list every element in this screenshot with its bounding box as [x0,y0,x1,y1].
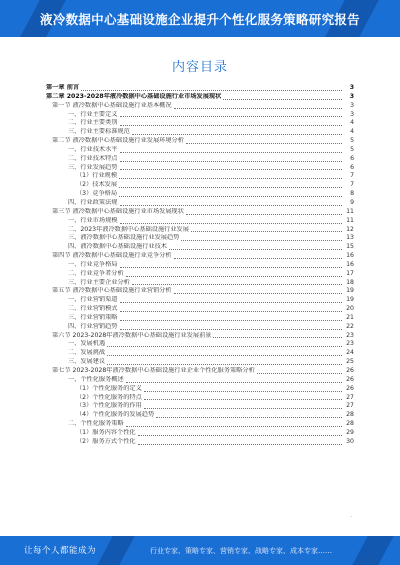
toc-entry[interactable] [46,102,354,111]
toc-entry-label: 二、个性化服务策略 [68,420,124,428]
toc-leader-dots [174,293,342,294]
toc-entry-label: 一、行业主要定义 [68,110,118,118]
toc-entry[interactable] [46,270,354,279]
toc-leader-dots [132,284,342,285]
toc-entry[interactable] [46,119,354,128]
toc-leader-dots [174,258,342,259]
toc-entry[interactable] [46,314,354,323]
toc-entry-label: （4）个性化服务的发展趋势 [76,411,155,419]
toc-entry-label: 一、行业技术水平 [68,145,118,153]
toc-entry[interactable] [46,84,354,93]
toc-entry[interactable] [46,402,354,411]
toc-entry-page: 20 [346,305,354,313]
toc-leader-dots [191,231,342,232]
toc-entry-page: 5 [350,145,354,153]
toc-leader-dots [107,346,342,347]
toc-entry-page: 25 [346,358,354,366]
toc-entry[interactable] [46,385,354,394]
toc-entry[interactable] [46,296,354,305]
toc-leader-dots [120,311,343,312]
toc-entry-page: 3 [349,92,354,100]
top-banner [0,0,400,37]
toc-entry[interactable] [46,429,354,438]
toc-entry-page: 28 [346,420,354,428]
toc-entry[interactable] [46,287,354,296]
toc-entry-page: 24 [346,349,354,357]
toc-leader-dots [138,444,342,445]
toc-entry-page: 29 [346,428,354,436]
toc-entry-page: 5 [350,137,354,145]
toc-entry-label: 二、行业营销模式 [68,305,118,313]
toc-leader-dots [223,99,342,100]
toc-entry[interactable] [46,199,354,208]
toc-entry[interactable] [46,305,354,314]
toc-entry-page: 21 [346,313,354,321]
toc-entry-label: 四、行业政策法规 [68,198,118,206]
toc-leader-dots [119,187,342,188]
toc-entry[interactable] [46,234,354,243]
toc-entry-label: 二、2023年液冷数据中心基础设施行业发展 [68,225,189,233]
toc-entry[interactable] [46,181,354,190]
toc-entry-page: 28 [346,411,354,419]
toc-entry[interactable] [46,420,354,429]
toc-entry-label: 第一节 液冷数据中心基础设施行业基本概况 [52,101,172,109]
toc-entry-page: 23 [346,331,354,339]
toc-leader-dots [186,214,342,215]
toc-entry-label: 第三节 液冷数据中心基础设施行业市场发展现状 [52,207,184,215]
toc-entry-label: 第六节 2023-2028年液冷数据中心基础设施行业发展前景 [52,331,212,339]
toc-entry-label: （3）个性化服务的作用 [76,402,142,410]
toc-leader-dots [120,161,343,162]
toc-entry[interactable] [46,172,354,181]
table-of-contents [46,84,354,447]
toc-leader-dots [144,391,342,392]
toc-leader-dots [120,267,343,268]
toc-entry-page: 12 [346,225,354,233]
toc-entry-label: （2）技术发展 [76,181,118,189]
toc-entry[interactable] [46,279,354,288]
toc-entry[interactable] [46,349,354,358]
toc-entry[interactable] [46,93,354,102]
toc-entry[interactable] [46,261,354,270]
toc-entry-page: 30 [346,437,354,445]
toc-entry-label: （1）行业规模 [76,172,118,180]
toc-leader-dots [120,169,343,170]
toc-leader-dots [144,399,342,400]
toc-entry[interactable] [46,376,354,385]
toc-leader-dots [257,373,342,374]
toc-leader-dots [156,417,342,418]
toc-leader-dots [126,426,342,427]
toc-entry-label: 三、行业发展趋势 [68,163,118,171]
toc-entry-page: 19 [346,287,354,295]
toc-leader-dots [174,108,342,109]
toc-entry-label: 第二章 2023-2028年液冷数据中心基础设施行业市场发展现状 [46,92,222,100]
toc-leader-dots [120,152,343,153]
toc-leader-dots [126,276,342,277]
toc-entry[interactable] [46,164,354,173]
toc-entry[interactable] [46,243,354,252]
toc-entry[interactable] [46,358,354,367]
toc-entry[interactable] [46,137,354,146]
toc-entry-page: 23 [346,340,354,348]
toc-entry-label: 四、液冷数据中心基础设施行业技术 [68,243,167,251]
toc-entry-page: 11 [346,207,354,215]
toc-entry-page: 7 [350,181,354,189]
toc-entry[interactable] [46,367,354,376]
toc-leader-dots [81,90,342,91]
toc-entry-page: 26 [346,384,354,392]
page-corner-mark: · [350,514,352,520]
toc-leader-dots [181,240,342,241]
toc-leader-dots [144,408,342,409]
toc-entry-page: 4 [350,119,354,127]
toc-entry[interactable] [46,146,354,155]
toc-entry[interactable] [46,190,354,199]
toc-entry[interactable] [46,411,354,420]
toc-leader-dots [120,302,343,303]
toc-entry[interactable] [46,128,354,137]
toc-entry[interactable] [46,217,354,226]
toc-entry-label: 第四节 液冷数据中心基础设施行业竞争分析 [52,252,172,260]
toc-entry-page: 4 [350,128,354,136]
toc-entry-page: 27 [346,402,354,410]
toc-entry-label: 第五节 液冷数据中心基础设施行业营销分析 [52,287,172,295]
toc-entry-label: （2）服务方式个性化 [76,437,136,445]
toc-entry-page: 15 [346,243,354,251]
toc-leader-dots [119,178,342,179]
footer-slogan: 让每个人都能成为 [24,546,97,556]
toc-entry-label: 三、行业主要标准规范 [68,128,130,136]
toc-entry-label: 三、行业营销策略 [68,313,118,321]
toc-entry-label: （1）服务内容个性化 [76,428,136,436]
toc-entry[interactable] [46,252,354,261]
toc-entry-label: （2）个性化服务的特点 [76,393,142,401]
toc-leader-dots [213,337,342,338]
toc-entry-label: 一、发展机遇 [68,340,106,348]
toc-entry-label: （3）竞争格局 [76,190,118,198]
toc-entry-page: 17 [346,269,354,277]
toc-entry-label: 二、行业竞争者分析 [68,269,124,277]
footer-roles: 行业专家、策略专家、营销专家、战略专家、成本专家…… [150,547,332,555]
bottom-banner [0,536,400,565]
toc-entry-page: 3 [350,110,354,118]
toc-entry-label: 一、个性化服务概述 [68,375,124,383]
toc-entry-label: 二、发展挑战 [68,349,106,357]
toc-leader-dots [120,116,343,117]
toc-entry-label: 一、行业竞争格局 [68,260,118,268]
toc-entry-label: （1）个性化服务的定义 [76,384,142,392]
toc-leader-dots [186,143,342,144]
toc-entry-page: 22 [346,322,354,330]
toc-entry-label: 三、液冷数据中心基础设施行业发展趋势 [68,234,180,242]
toc-entry-label: 二、行业主要类别 [68,119,118,127]
toc-entry-label: 一、行业营销渠道 [68,296,118,304]
toc-entry[interactable] [46,394,354,403]
toc-entry-label: 第七节 2023-2028年液冷数据中心基础设施行业企业个性化服务策略分析 [52,367,255,374]
toc-entry[interactable] [46,226,354,235]
toc-entry-page: 9 [350,198,354,206]
toc-entry-page: 16 [346,260,354,268]
toc-entry-page: 6 [350,154,354,162]
toc-entry[interactable] [46,340,354,349]
toc-entry-page: 6 [350,163,354,171]
toc-entry-label: 四、行业营销趋势 [68,322,118,330]
toc-entry[interactable] [46,111,354,120]
toc-entry-page: 3 [349,84,354,91]
toc-entry-page: 11 [346,216,354,224]
toc-entry[interactable] [46,332,354,341]
toc-leader-dots [120,320,343,321]
toc-entry-page: 7 [350,172,354,180]
toc-leader-dots [119,196,342,197]
toc-entry-page: 18 [346,278,354,286]
toc-entry-page: 13 [346,234,354,242]
toc-entry[interactable] [46,438,354,447]
toc-entry-label: 一、行业市场规模 [68,216,118,224]
toc-entry[interactable] [46,155,354,164]
toc-entry-label: 第一章 前言 [46,84,80,91]
toc-entry-page: 27 [346,393,354,401]
toc-leader-dots [138,435,342,436]
toc-entry-page: 26 [346,375,354,383]
toc-leader-dots [132,134,342,135]
toc-entry-label: 三、行业主要企业分析 [68,278,130,286]
toc-entry-label: 三、发展建议 [68,358,106,366]
toc-entry-label: 第二节 液冷数据中心基础设施行业发展环境分析 [52,137,184,145]
toc-heading: 内容目录 [171,60,228,75]
toc-leader-dots [107,364,342,365]
toc-leader-dots [120,205,343,206]
toc-leader-dots [107,355,342,356]
toc-entry-page: 19 [346,296,354,304]
toc-entry[interactable] [46,323,354,332]
report-title: 液冷数据中心基础设施企业提升个性化服务策略研究报告 [39,12,360,27]
toc-entry-page: 3 [350,101,354,109]
toc-entry[interactable] [46,208,354,217]
toc-leader-dots [120,329,343,330]
toc-entry-page: 26 [346,367,354,374]
toc-leader-dots [169,249,342,250]
toc-leader-dots [120,223,343,224]
toc-entry-label: 二、行业技术特点 [68,154,118,162]
toc-leader-dots [120,125,343,126]
toc-entry-page: 8 [350,190,354,198]
toc-leader-dots [126,382,342,383]
toc-entry-page: 16 [346,252,354,260]
